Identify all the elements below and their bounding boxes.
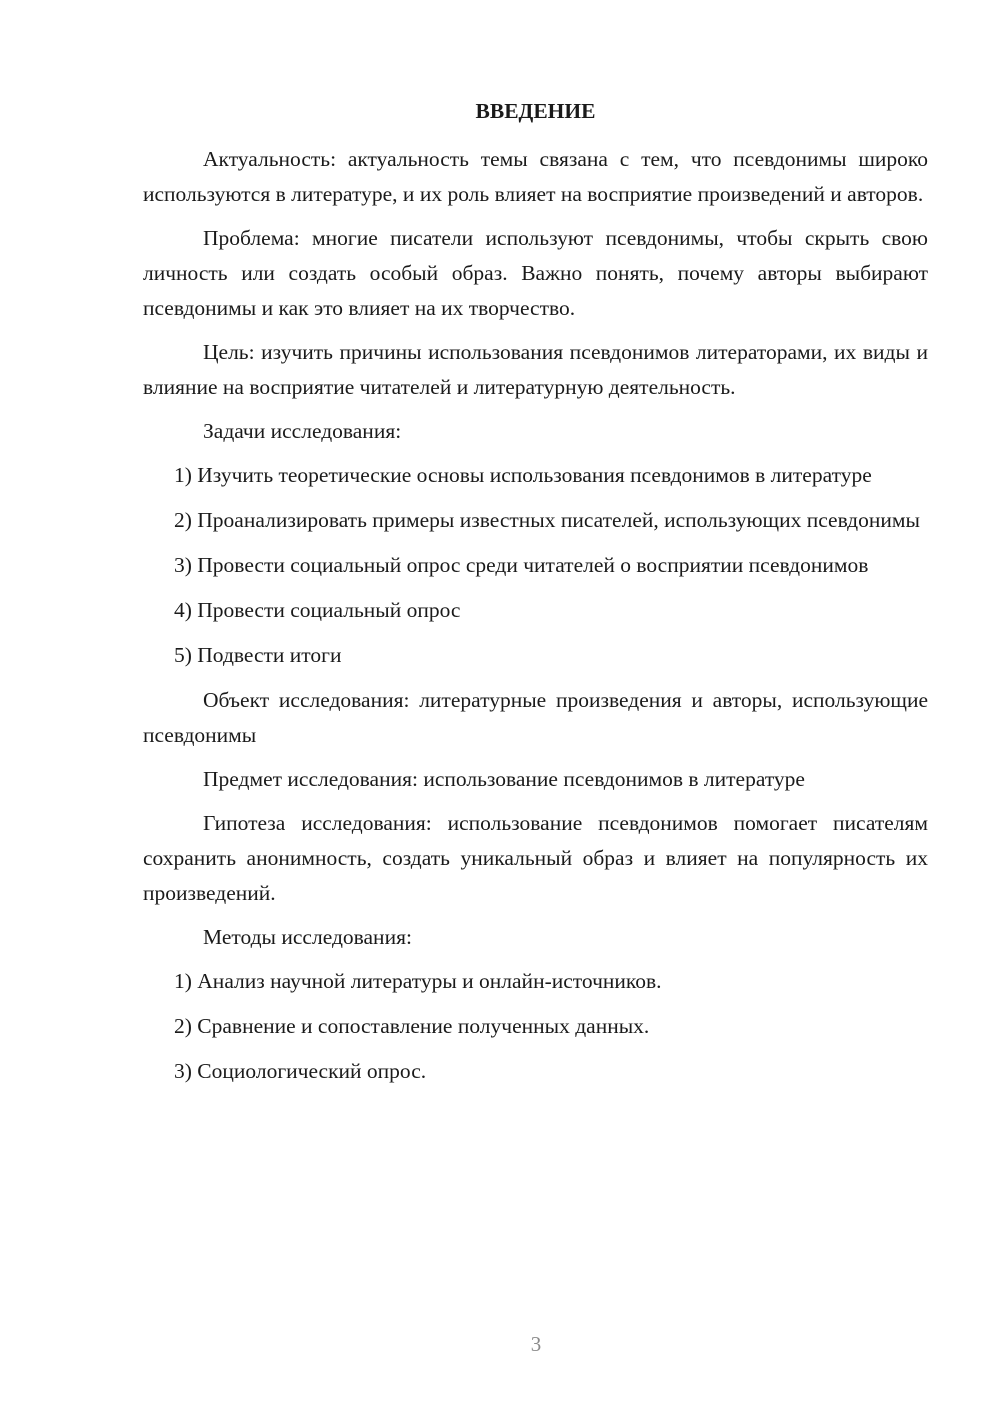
page-number: 3 (530, 1332, 542, 1356)
paragraph-subject: Предмет исследования: использование псевдонимов в литературе (203, 767, 805, 791)
method-item: 3) Социологический опрос. (174, 1059, 427, 1083)
page-title: ВВЕДЕНИЕ (475, 99, 596, 123)
task-item: 1) Изучить теоретические основы использования псевдонимов в литературе (174, 463, 872, 487)
document-body (143, 96, 928, 1099)
tasks-heading: Задачи исследования: (203, 419, 402, 443)
paragraph-relevance: Актуальность: актуальность темы связана с тем, что псевдонимы широко используются в литературе, и их роль влияет на восприятие произведений и авторов. (143, 147, 928, 206)
method-item: 1) Анализ научной литературы и онлайн-источников. (174, 969, 662, 993)
paragraph-problem: Проблема: многие писатели используют псевдонимы, чтобы скрыть свою личность или создать особый образ. Важно понять, почему авторы выбирают псевдонимы и как это влияет на их творчество. (143, 226, 928, 320)
task-item: 2) Проанализировать примеры известных писателей, использующих псевдонимы (174, 508, 920, 532)
method-item: 2) Сравнение и сопоставление полученных данных. (174, 1014, 650, 1038)
paragraph-object: Объект исследования: литературные произведения и авторы, использующие псевдонимы (143, 688, 928, 747)
paragraph-goal: Цель: изучить причины использования псевдонимов литераторами, их виды и влияние на восприятие читателей и литературную деятельность. (143, 340, 928, 399)
task-item: 5) Подвести итоги (174, 643, 342, 667)
task-item: 3) Провести социальный опрос среди читателей о восприятии псевдонимов (174, 553, 869, 577)
methods-heading: Методы исследования: (203, 925, 412, 949)
task-item: 4) Провести социальный опрос (174, 598, 461, 622)
paragraph-hypothesis: Гипотеза исследования: использование псевдонимов помогает писателям сохранить анонимность, создать уникальный образ и влияет на популярность их произведений. (143, 811, 928, 905)
